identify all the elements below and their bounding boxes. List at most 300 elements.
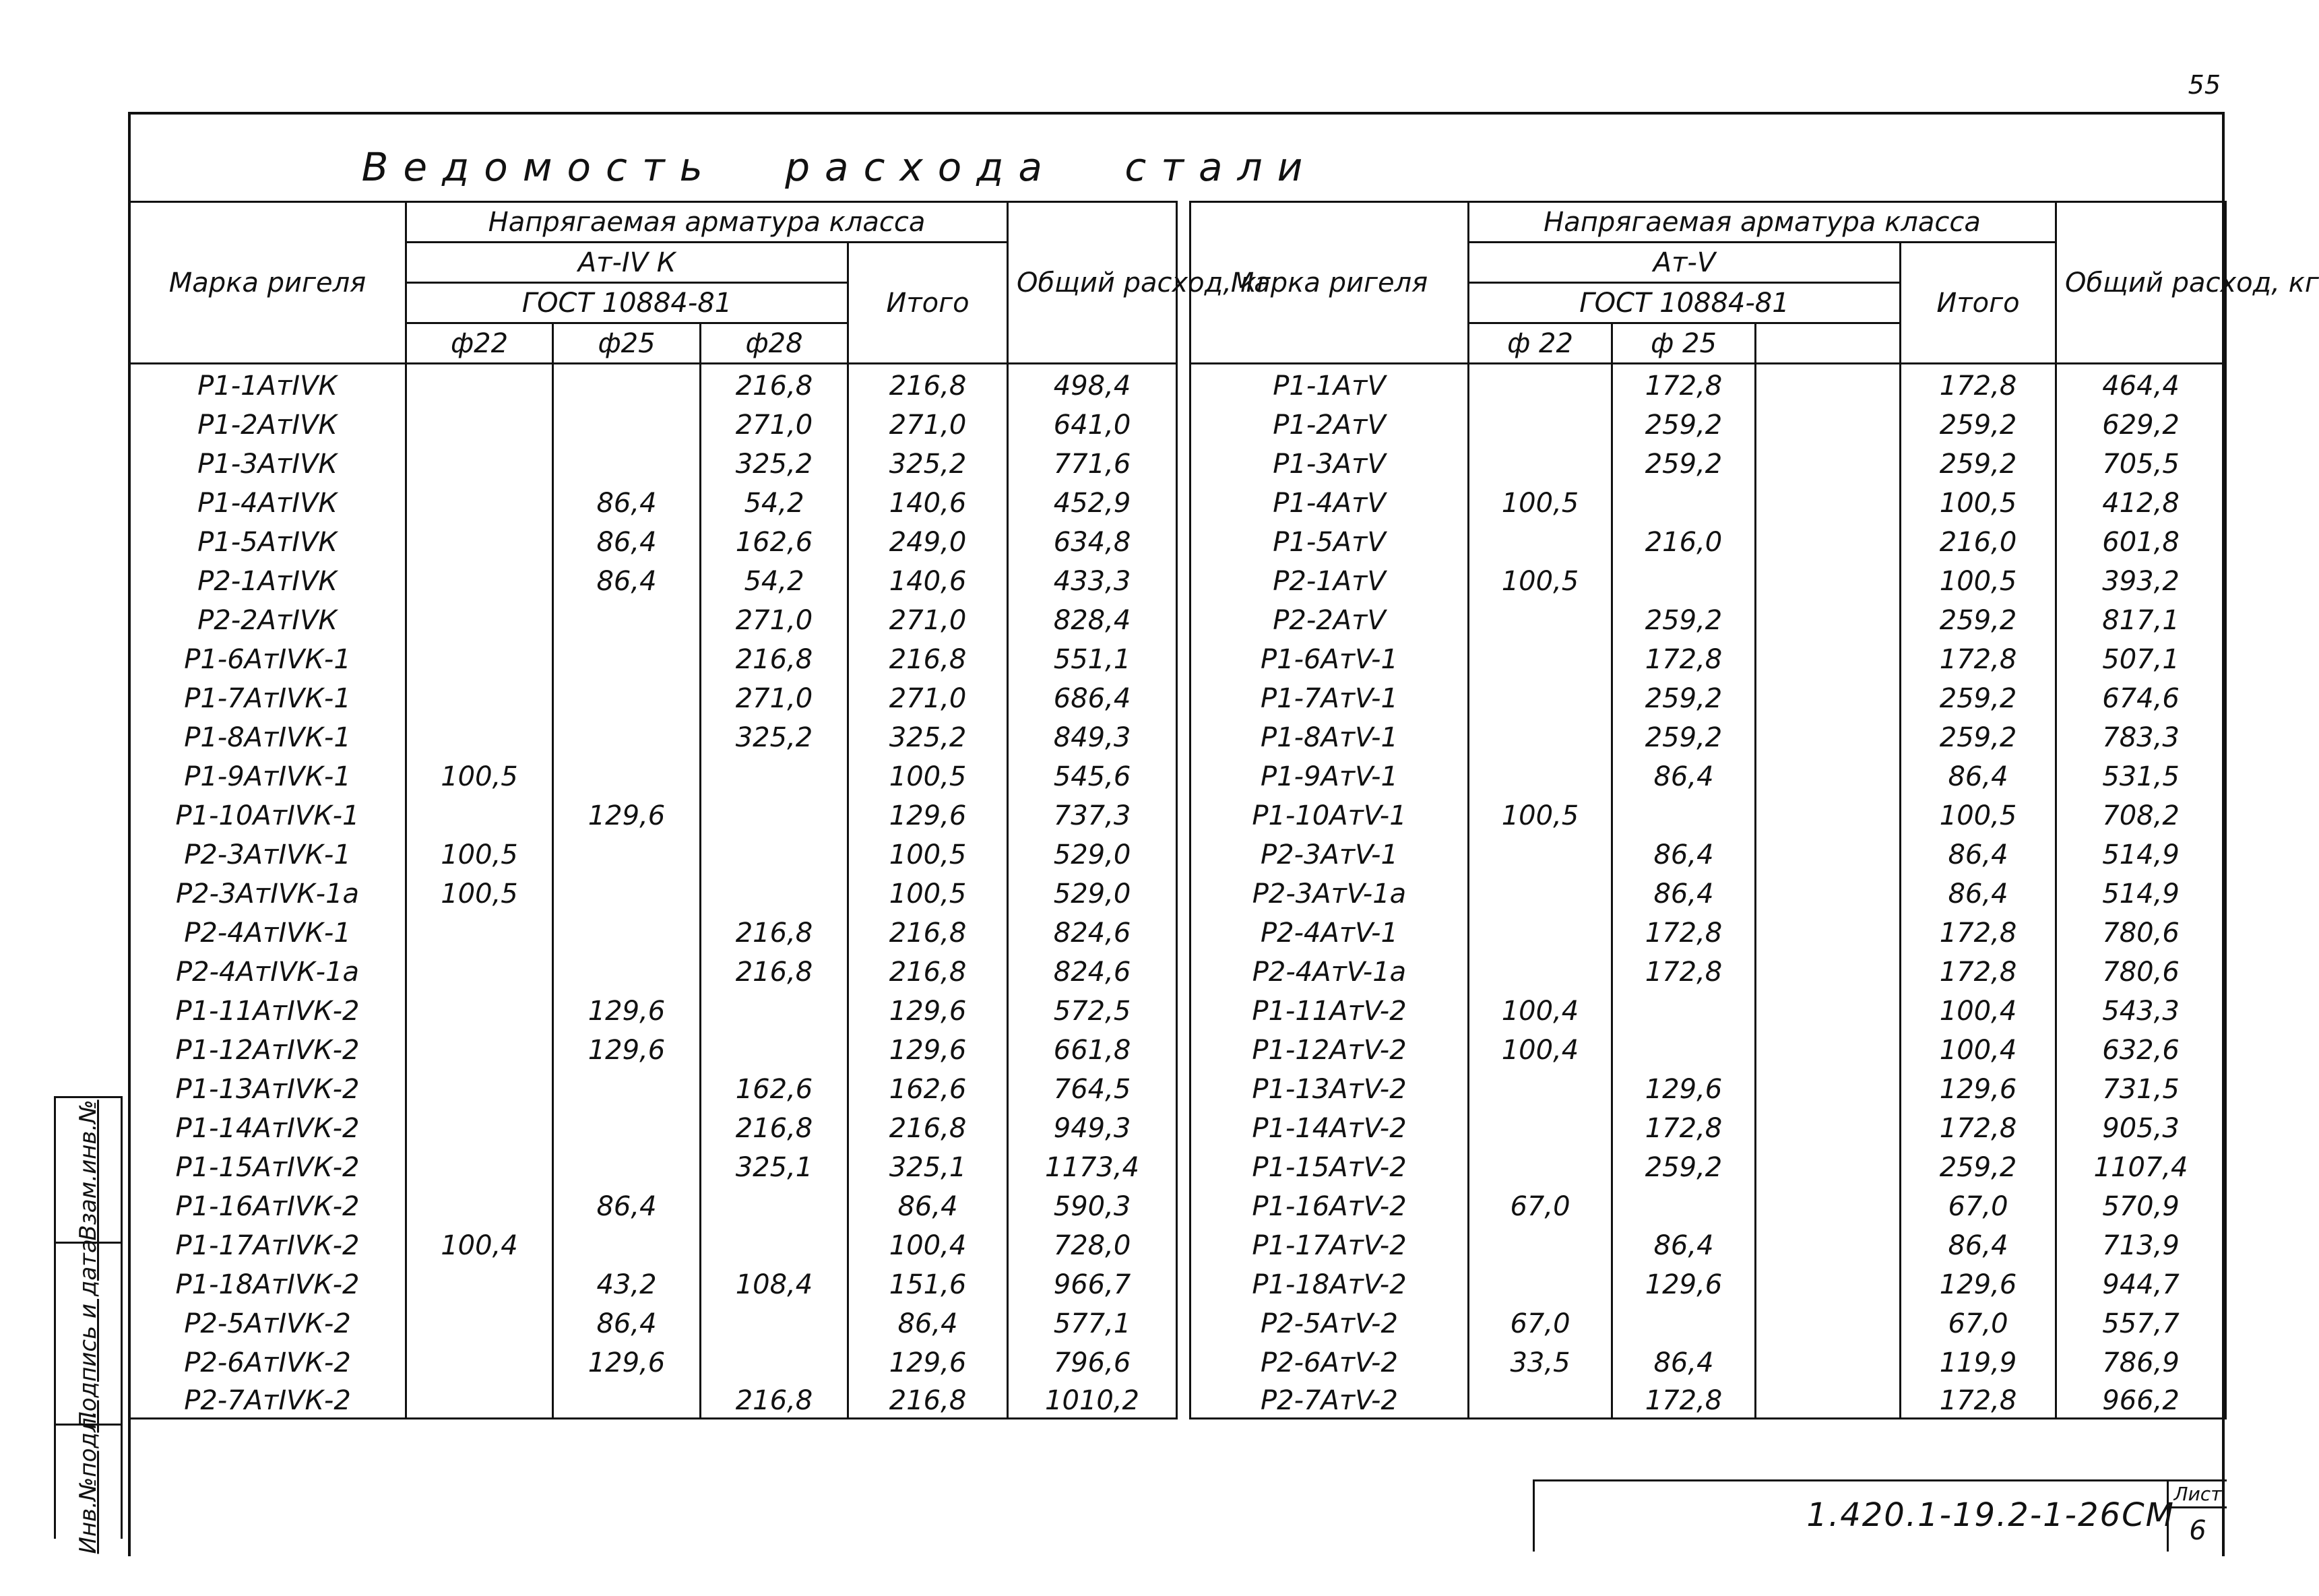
cell-total: 412,8 — [2056, 481, 2226, 520]
cell-d1 — [1469, 364, 1612, 403]
steel-table-left-body — [129, 364, 1177, 1419]
header-diameter-2: ф 25 — [1612, 323, 1756, 364]
cell-d3 — [701, 1341, 848, 1380]
cell-d3: 216,8 — [701, 911, 848, 950]
cell-subtotal: 259,2 — [1901, 1145, 2056, 1184]
table-row — [1190, 1184, 2226, 1223]
cell-d1 — [1469, 637, 1612, 676]
cell-d3: 216,8 — [701, 1380, 848, 1419]
cell-d2 — [553, 1223, 701, 1263]
cell-d2 — [553, 755, 701, 794]
cell-subtotal: 259,2 — [1901, 598, 2056, 637]
table-row — [1190, 559, 2226, 598]
cell-mark: Р1-16АтV-2 — [1190, 1184, 1469, 1223]
cell-d3 — [1756, 755, 1901, 794]
table-row — [129, 715, 1177, 755]
cell-d2 — [553, 1106, 701, 1145]
cell-total: 661,8 — [1008, 1028, 1177, 1067]
cell-total: 1010,2 — [1008, 1380, 1177, 1419]
cell-d3 — [1756, 1028, 1901, 1067]
cell-d2 — [553, 1067, 701, 1106]
cell-mark: Р1-10АтIVК-1 — [129, 794, 406, 833]
cell-d3 — [1756, 637, 1901, 676]
cell-subtotal: 100,5 — [848, 872, 1008, 911]
cell-d2 — [553, 637, 701, 676]
cell-total: 529,0 — [1008, 872, 1177, 911]
cell-mark: Р1-4АтV — [1190, 481, 1469, 520]
cell-mark: Р1-5АтIVК — [129, 520, 406, 559]
header-diameter-3 — [1756, 323, 1901, 364]
cell-d2: 129,6 — [553, 1028, 701, 1067]
cell-d1 — [406, 1067, 553, 1106]
cell-d1 — [1469, 833, 1612, 872]
cell-d1 — [1469, 950, 1612, 989]
cell-total: 780,6 — [2056, 950, 2226, 989]
cell-mark: Р2-5АтV-2 — [1190, 1302, 1469, 1341]
cell-mark: Р2-7АтV-2 — [1190, 1380, 1469, 1419]
cell-d2: 86,4 — [553, 481, 701, 520]
cell-d3 — [1756, 989, 1901, 1028]
cell-total: 464,4 — [2056, 364, 2226, 403]
cell-d2: 86,4 — [1612, 872, 1756, 911]
cell-d3 — [1756, 794, 1901, 833]
cell-d2: 129,6 — [553, 1341, 701, 1380]
cell-d2 — [1612, 989, 1756, 1028]
cell-subtotal: 129,6 — [1901, 1263, 2056, 1302]
stamp-sign-label: Подпись и дата — [75, 1238, 102, 1429]
cell-d1: 67,0 — [1469, 1184, 1612, 1223]
cell-subtotal: 129,6 — [848, 1028, 1008, 1067]
cell-total: 674,6 — [2056, 676, 2226, 715]
cell-total: 966,7 — [1008, 1263, 1177, 1302]
table-row — [129, 1380, 1177, 1419]
cell-d2 — [553, 911, 701, 950]
cell-d2: 86,4 — [553, 520, 701, 559]
cell-mark: Р1-7АтV-1 — [1190, 676, 1469, 715]
cell-d3: 271,0 — [701, 676, 848, 715]
table-row — [129, 1145, 1177, 1184]
cell-d3: 216,8 — [701, 637, 848, 676]
cell-total: 828,4 — [1008, 598, 1177, 637]
table-row — [1190, 1145, 2226, 1184]
cell-total: 543,3 — [2056, 989, 2226, 1028]
cell-total: 771,6 — [1008, 442, 1177, 481]
cell-d2 — [1612, 481, 1756, 520]
cell-total: 572,5 — [1008, 989, 1177, 1028]
cell-subtotal: 100,5 — [848, 833, 1008, 872]
cell-d2: 86,4 — [553, 1302, 701, 1341]
cell-mark: Р1-4АтIVК — [129, 481, 406, 520]
cell-d1 — [406, 911, 553, 950]
header-total: Общий расход, кг — [2056, 202, 2226, 364]
cell-mark: Р1-9АтV-1 — [1190, 755, 1469, 794]
cell-d2: 86,4 — [553, 559, 701, 598]
cell-d2: 86,4 — [1612, 833, 1756, 872]
cell-d1 — [1469, 911, 1612, 950]
cell-d1 — [406, 403, 553, 442]
table-row — [129, 1263, 1177, 1302]
cell-total: 629,2 — [2056, 403, 2226, 442]
table-row — [1190, 598, 2226, 637]
cell-d1: 33,5 — [1469, 1341, 1612, 1380]
title-block — [1533, 1479, 2227, 1552]
cell-d2 — [553, 950, 701, 989]
cell-d1 — [1469, 872, 1612, 911]
table-row — [1190, 911, 2226, 950]
cell-total: 905,3 — [2056, 1106, 2226, 1145]
cell-subtotal: 129,6 — [1901, 1067, 2056, 1106]
cell-subtotal: 172,8 — [1901, 637, 2056, 676]
table-row — [129, 911, 1177, 950]
table-row — [129, 1341, 1177, 1380]
cell-total: 713,9 — [2056, 1223, 2226, 1263]
cell-d1 — [406, 481, 553, 520]
cell-total: 393,2 — [2056, 559, 2226, 598]
cell-d2: 259,2 — [1612, 442, 1756, 481]
table-row — [1190, 676, 2226, 715]
cell-d2 — [553, 715, 701, 755]
header-group: Напрягаемая арматура класса — [1469, 202, 2056, 243]
cell-d3 — [1756, 676, 1901, 715]
cell-subtotal: 100,5 — [848, 755, 1008, 794]
cell-d3 — [1756, 1263, 1901, 1302]
cell-mark: Р2-6АтV-2 — [1190, 1341, 1469, 1380]
cell-total: 590,3 — [1008, 1184, 1177, 1223]
table-row — [129, 1223, 1177, 1263]
cell-total: 634,8 — [1008, 520, 1177, 559]
cell-total: 641,0 — [1008, 403, 1177, 442]
cell-subtotal: 325,1 — [848, 1145, 1008, 1184]
cell-mark: Р1-14АтIVК-2 — [129, 1106, 406, 1145]
cell-subtotal: 216,8 — [848, 1380, 1008, 1419]
cell-d2: 259,2 — [1612, 676, 1756, 715]
cell-total: 949,3 — [1008, 1106, 1177, 1145]
cell-subtotal: 67,0 — [1901, 1184, 2056, 1223]
cell-mark: Р1-15АтIVК-2 — [129, 1145, 406, 1184]
sheet-number: 6 — [2189, 1515, 2206, 1546]
table-row — [1190, 364, 2226, 403]
table-row — [129, 598, 1177, 637]
cell-d1: 100,5 — [1469, 794, 1612, 833]
cell-d3: 54,2 — [701, 559, 848, 598]
cell-mark: Р2-4АтIVК-1а — [129, 950, 406, 989]
cell-d3: 271,0 — [701, 403, 848, 442]
cell-d1: 100,5 — [1469, 559, 1612, 598]
table-row — [1190, 872, 2226, 911]
header-mark: Марка ригеля — [129, 202, 406, 364]
cell-d1 — [406, 1106, 553, 1145]
cell-total: 783,3 — [2056, 715, 2226, 755]
table-row — [1190, 794, 2226, 833]
cell-d2: 86,4 — [1612, 755, 1756, 794]
cell-subtotal: 86,4 — [1901, 833, 2056, 872]
table-row — [129, 676, 1177, 715]
cell-subtotal: 172,8 — [1901, 911, 2056, 950]
table-row — [129, 1067, 1177, 1106]
cell-d3 — [701, 833, 848, 872]
cell-d3 — [1756, 403, 1901, 442]
cell-d3 — [1756, 1106, 1901, 1145]
cell-d1 — [1469, 1263, 1612, 1302]
cell-d1: 100,4 — [1469, 989, 1612, 1028]
cell-total: 507,1 — [2056, 637, 2226, 676]
cell-d1 — [1469, 1380, 1612, 1419]
cell-mark: Р1-8АтV-1 — [1190, 715, 1469, 755]
cell-d2 — [553, 598, 701, 637]
cell-mark: Р1-11АтV-2 — [1190, 989, 1469, 1028]
table-row — [129, 637, 1177, 676]
cell-mark: Р1-12АтV-2 — [1190, 1028, 1469, 1067]
table-row — [129, 1302, 1177, 1341]
cell-mark: Р1-6АтV-1 — [1190, 637, 1469, 676]
cell-subtotal: 151,6 — [848, 1263, 1008, 1302]
cell-total: 817,1 — [2056, 598, 2226, 637]
cell-d3 — [701, 1223, 848, 1263]
cell-mark: Р2-5АтIVК-2 — [129, 1302, 406, 1341]
cell-mark: Р1-18АтV-2 — [1190, 1263, 1469, 1302]
stamp-sign-cell — [56, 1238, 121, 1429]
cell-total: 551,1 — [1008, 637, 1177, 676]
cell-mark: Р1-1АтV — [1190, 364, 1469, 403]
cell-d1: 100,5 — [1469, 481, 1612, 520]
table-row — [1190, 520, 2226, 559]
cell-d3: 162,6 — [701, 1067, 848, 1106]
cell-d2: 86,4 — [1612, 1341, 1756, 1380]
cell-d1: 67,0 — [1469, 1302, 1612, 1341]
cell-subtotal: 172,8 — [1901, 364, 2056, 403]
cell-mark: Р1-9АтIVК-1 — [129, 755, 406, 794]
table-row — [129, 950, 1177, 989]
header-subtotal: Итого — [1901, 243, 2056, 364]
cell-subtotal: 216,8 — [848, 1106, 1008, 1145]
cell-d2 — [1612, 794, 1756, 833]
cell-subtotal: 259,2 — [1901, 676, 2056, 715]
cell-d1 — [406, 1184, 553, 1223]
cell-d1 — [406, 715, 553, 755]
cell-total: 944,7 — [2056, 1263, 2226, 1302]
cell-d1 — [1469, 676, 1612, 715]
cell-subtotal: 129,6 — [848, 794, 1008, 833]
cell-mark: Р1-17АтV-2 — [1190, 1223, 1469, 1263]
table-row — [129, 520, 1177, 559]
cell-subtotal: 100,5 — [1901, 794, 2056, 833]
cell-subtotal: 100,5 — [1901, 559, 2056, 598]
cell-d2: 172,8 — [1612, 1380, 1756, 1419]
cell-subtotal: 172,8 — [1901, 1106, 2056, 1145]
cell-d2: 129,6 — [1612, 1067, 1756, 1106]
cell-d3 — [1756, 598, 1901, 637]
cell-d3 — [1756, 559, 1901, 598]
cell-d1: 100,4 — [406, 1223, 553, 1263]
cell-d3: 325,2 — [701, 715, 848, 755]
cell-d1 — [406, 364, 553, 403]
cell-mark: Р1-1АтIVК — [129, 364, 406, 403]
cell-d3 — [701, 1302, 848, 1341]
cell-d2: 172,8 — [1612, 637, 1756, 676]
table-row — [1190, 442, 2226, 481]
page-number: 55 — [2188, 70, 2221, 100]
cell-d3 — [1756, 911, 1901, 950]
cell-subtotal: 172,8 — [1901, 950, 2056, 989]
cell-total: 764,5 — [1008, 1067, 1177, 1106]
cell-mark: Р1-2АтV — [1190, 403, 1469, 442]
cell-d3 — [701, 1028, 848, 1067]
header-gost: ГОСТ 10884-81 — [406, 283, 848, 323]
table-row — [129, 442, 1177, 481]
cell-total: 531,5 — [2056, 755, 2226, 794]
cell-subtotal: 259,2 — [1901, 715, 2056, 755]
cell-total: 452,9 — [1008, 481, 1177, 520]
cell-d1 — [406, 950, 553, 989]
table-row — [1190, 1028, 2226, 1067]
cell-d3 — [701, 989, 848, 1028]
cell-d3: 325,1 — [701, 1145, 848, 1184]
header-group: Напрягаемая арматура класса — [406, 202, 1008, 243]
cell-mark: Р2-3АтIVК-1 — [129, 833, 406, 872]
cell-subtotal: 259,2 — [1901, 403, 2056, 442]
cell-total: 557,7 — [2056, 1302, 2226, 1341]
cell-d3: 216,8 — [701, 364, 848, 403]
cell-subtotal: 216,0 — [1901, 520, 2056, 559]
cell-subtotal: 67,0 — [1901, 1302, 2056, 1341]
table-row — [1190, 950, 2226, 989]
cell-d2 — [553, 872, 701, 911]
cell-d3 — [1756, 1223, 1901, 1263]
cell-total: 731,5 — [2056, 1067, 2226, 1106]
table-row — [1190, 481, 2226, 520]
table-row — [129, 1106, 1177, 1145]
document-code: 1.420.1-19.2-1-26СМ — [1806, 1496, 2175, 1534]
cell-subtotal: 216,8 — [848, 911, 1008, 950]
cell-subtotal: 129,6 — [848, 1341, 1008, 1380]
cell-d3 — [701, 1184, 848, 1223]
cell-total: 1107,4 — [2056, 1145, 2226, 1184]
cell-d2 — [553, 1380, 701, 1419]
cell-mark: Р1-15АтV-2 — [1190, 1145, 1469, 1184]
table-row — [1190, 1106, 2226, 1145]
cell-d3: 54,2 — [701, 481, 848, 520]
cell-subtotal: 140,6 — [848, 481, 1008, 520]
table-row — [1190, 403, 2226, 442]
cell-mark: Р2-3АтIVК-1а — [129, 872, 406, 911]
cell-subtotal: 216,8 — [848, 364, 1008, 403]
cell-d3: 216,8 — [701, 1106, 848, 1145]
header-diameter-1: ф 22 — [1469, 323, 1612, 364]
table-row — [129, 1028, 1177, 1067]
cell-subtotal: 216,8 — [848, 950, 1008, 989]
cell-d3 — [1756, 520, 1901, 559]
cell-subtotal: 162,6 — [848, 1067, 1008, 1106]
cell-subtotal: 86,4 — [1901, 872, 2056, 911]
stamp-inv-label: Инв.№подл. — [75, 1410, 102, 1554]
cell-d3 — [1756, 872, 1901, 911]
header-mark: Марка ригеля — [1190, 202, 1469, 364]
cell-total: 433,3 — [1008, 559, 1177, 598]
cell-d2 — [1612, 1302, 1756, 1341]
cell-d2 — [553, 1145, 701, 1184]
cell-d1: 100,4 — [1469, 1028, 1612, 1067]
cell-d2: 172,8 — [1612, 1106, 1756, 1145]
cell-subtotal: 86,4 — [1901, 755, 2056, 794]
cell-subtotal: 216,8 — [848, 637, 1008, 676]
cell-d1 — [406, 559, 553, 598]
cell-total: 786,9 — [2056, 1341, 2226, 1380]
table-row — [129, 989, 1177, 1028]
cell-total: 780,6 — [2056, 911, 2226, 950]
cell-d3 — [1756, 442, 1901, 481]
cell-mark: Р2-4АтIVК-1 — [129, 911, 406, 950]
cell-d3 — [1756, 1184, 1901, 1223]
cell-d3 — [1756, 1067, 1901, 1106]
cell-d3 — [1756, 1380, 1901, 1419]
cell-d2 — [1612, 1184, 1756, 1223]
cell-d3: 216,8 — [701, 950, 848, 989]
table-row — [1190, 637, 2226, 676]
steel-table-left — [128, 201, 1271, 1419]
cell-d1 — [406, 520, 553, 559]
cell-d1 — [1469, 755, 1612, 794]
cell-mark: Р1-13АтIVК-2 — [129, 1067, 406, 1106]
cell-d2 — [1612, 559, 1756, 598]
table-row — [129, 559, 1177, 598]
table-row — [1190, 1341, 2226, 1380]
cell-subtotal: 86,4 — [848, 1184, 1008, 1223]
cell-subtotal: 100,5 — [1901, 481, 2056, 520]
cell-total: 498,4 — [1008, 364, 1177, 403]
table-row — [1190, 833, 2226, 872]
table-row — [129, 1184, 1177, 1223]
table-row — [1190, 755, 2226, 794]
cell-d2: 129,6 — [553, 989, 701, 1028]
stamp-column — [54, 1096, 123, 1554]
cell-d2: 172,8 — [1612, 364, 1756, 403]
cell-total: 632,6 — [2056, 1028, 2226, 1067]
header-diameter-2: ф25 — [553, 323, 701, 364]
cell-d3 — [1756, 481, 1901, 520]
cell-total: 796,6 — [1008, 1341, 1177, 1380]
cell-d3 — [1756, 833, 1901, 872]
cell-d1 — [406, 676, 553, 715]
cell-total: 577,1 — [1008, 1302, 1177, 1341]
cell-d1 — [406, 1341, 553, 1380]
cell-d1 — [1469, 1145, 1612, 1184]
cell-mark: Р2-6АтIVК-2 — [129, 1341, 406, 1380]
cell-d2: 259,2 — [1612, 715, 1756, 755]
cell-d1 — [1469, 1106, 1612, 1145]
header-class: Ат-IV К — [406, 243, 848, 283]
cell-d1 — [406, 637, 553, 676]
sheet-box — [2167, 1481, 2227, 1552]
table-row — [1190, 1067, 2226, 1106]
cell-d1 — [406, 1380, 553, 1419]
cell-d1 — [1469, 1223, 1612, 1263]
cell-d1 — [406, 1263, 553, 1302]
cell-total: 1173,4 — [1008, 1145, 1177, 1184]
header-diameter-1: ф22 — [406, 323, 553, 364]
cell-d2 — [553, 442, 701, 481]
cell-d1 — [406, 598, 553, 637]
cell-d3 — [701, 755, 848, 794]
cell-subtotal: 86,4 — [1901, 1223, 2056, 1263]
cell-d2: 129,6 — [553, 794, 701, 833]
cell-subtotal: 100,4 — [1901, 989, 2056, 1028]
cell-d2 — [553, 676, 701, 715]
cell-total: 849,3 — [1008, 715, 1177, 755]
table-row — [1190, 1263, 2226, 1302]
cell-mark: Р2-4АтV-1 — [1190, 911, 1469, 950]
cell-subtotal: 259,2 — [1901, 442, 2056, 481]
table-row — [1190, 715, 2226, 755]
